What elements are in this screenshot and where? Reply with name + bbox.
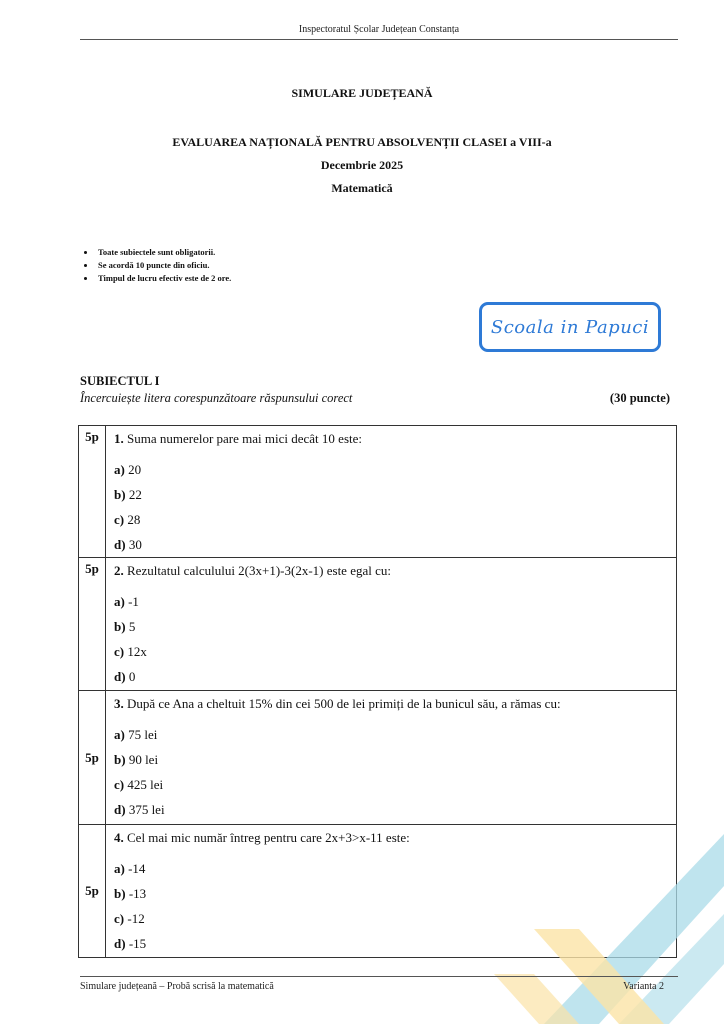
option-letter: c) xyxy=(114,911,125,926)
option-letter: b) xyxy=(114,752,126,767)
exam-subject: Matematică xyxy=(331,181,393,195)
option-letter: a) xyxy=(114,727,125,742)
option-text: 75 lei xyxy=(128,727,158,742)
option-text: -1 xyxy=(128,594,139,609)
option-text: 425 lei xyxy=(127,777,164,792)
option-text: 28 xyxy=(127,512,141,527)
section-title: SUBIECTUL I xyxy=(80,374,160,388)
question-stem: După ce Ana a cheltuit 15% din cei 500 de lei primiți de la bunicul său, a rămas cu: xyxy=(127,696,561,711)
answer-option-a[interactable] xyxy=(114,722,668,747)
exam-title: SIMULARE JUDEȚEANĂ xyxy=(291,86,433,100)
question-cell xyxy=(106,558,677,691)
question-text xyxy=(114,562,668,579)
option-text: 90 lei xyxy=(128,752,159,767)
exam-date: Decembrie 2025 xyxy=(320,158,404,172)
option-text: 12x xyxy=(127,644,147,659)
question-text xyxy=(114,430,668,447)
option-text: 20 xyxy=(128,462,142,477)
answer-option-a[interactable] xyxy=(114,589,668,614)
option-letter: c) xyxy=(114,644,125,659)
page-footer xyxy=(80,976,678,992)
answer-option-b[interactable] xyxy=(114,614,668,639)
question-number: 1. xyxy=(114,431,124,446)
question-number: 4. xyxy=(114,830,124,845)
option-text: 30 xyxy=(128,537,142,552)
corner-chevron-decoration xyxy=(494,834,724,1024)
section-instruction: Încercuiește litera corespunzătoare răspunsului corect xyxy=(80,391,353,405)
footer-left-text: Simulare județeană – Probă scrisă la matematică xyxy=(80,981,274,992)
question-number: 3. xyxy=(114,696,124,711)
option-text: 0 xyxy=(128,669,136,684)
option-letter: d) xyxy=(114,537,126,552)
answer-options xyxy=(114,457,668,557)
question-stem: Suma numerelor pare mai mici decât 10 este: xyxy=(127,431,362,446)
question-stem: Rezultatul calculului 2(3x+1)-3(2x-1) este egal cu: xyxy=(127,563,391,578)
exam-subtitle: EVALUAREA NAȚIONALĂ PENTRU ABSOLVENȚII CLASEI a VIII-a xyxy=(172,135,552,149)
question-points: 5p xyxy=(79,691,106,825)
answer-option-d[interactable] xyxy=(114,797,668,822)
logo-text: Scoala in Papuci xyxy=(490,316,650,338)
answer-option-a[interactable] xyxy=(114,457,668,482)
option-text: 375 lei xyxy=(128,802,165,817)
question-points: 5p xyxy=(79,825,106,958)
rule-item: • Toate subiectele sunt obligatorii. xyxy=(96,246,231,259)
answer-options xyxy=(114,722,668,822)
question-stem: Cel mai mic număr întreg pentru care 2x+3>x-11 este: xyxy=(127,830,410,845)
section-points: (30 puncte) xyxy=(609,391,670,405)
option-text: -14 xyxy=(128,861,146,876)
table-row xyxy=(79,558,677,691)
scoala-in-papuci-logo xyxy=(479,302,661,352)
footer-variant: Varianta 2 xyxy=(623,981,664,992)
option-letter: c) xyxy=(114,512,125,527)
answer-option-d[interactable] xyxy=(114,532,668,557)
question-cell xyxy=(106,691,677,825)
question-number: 2. xyxy=(114,563,124,578)
option-text: 22 xyxy=(128,487,142,502)
option-text: -15 xyxy=(128,936,147,951)
rules-list xyxy=(82,246,231,285)
option-letter: d) xyxy=(114,936,126,951)
option-letter: d) xyxy=(114,802,126,817)
answer-option-c[interactable] xyxy=(114,507,668,532)
answer-option-b[interactable] xyxy=(114,747,668,772)
answer-option-d[interactable] xyxy=(114,664,668,689)
rule-item: • Timpul de lucru efectiv este de 2 ore. xyxy=(96,272,231,285)
option-letter: d) xyxy=(114,669,126,684)
table-row xyxy=(79,426,677,558)
question-text xyxy=(114,695,668,712)
option-letter: b) xyxy=(114,487,126,502)
answer-option-b[interactable] xyxy=(114,482,668,507)
option-letter: a) xyxy=(114,861,125,876)
question-cell xyxy=(106,426,677,558)
answer-options xyxy=(114,589,668,689)
option-text: -12 xyxy=(127,911,145,926)
option-letter: a) xyxy=(114,594,125,609)
question-points: 5p xyxy=(79,426,106,558)
answer-option-c[interactable] xyxy=(114,639,668,664)
question-points: 5p xyxy=(79,558,106,691)
option-letter: c) xyxy=(114,777,125,792)
option-letter: a) xyxy=(114,462,125,477)
option-letter: b) xyxy=(114,886,126,901)
rule-item: • Se acordă 10 puncte din oficiu. xyxy=(96,259,231,272)
page-header: Inspectoratul Școlar Județean Constanța xyxy=(80,24,678,40)
option-text: 5 xyxy=(128,619,136,634)
answer-option-c[interactable] xyxy=(114,772,668,797)
option-text: -13 xyxy=(128,886,147,901)
option-letter: b) xyxy=(114,619,126,634)
table-row xyxy=(79,691,677,825)
